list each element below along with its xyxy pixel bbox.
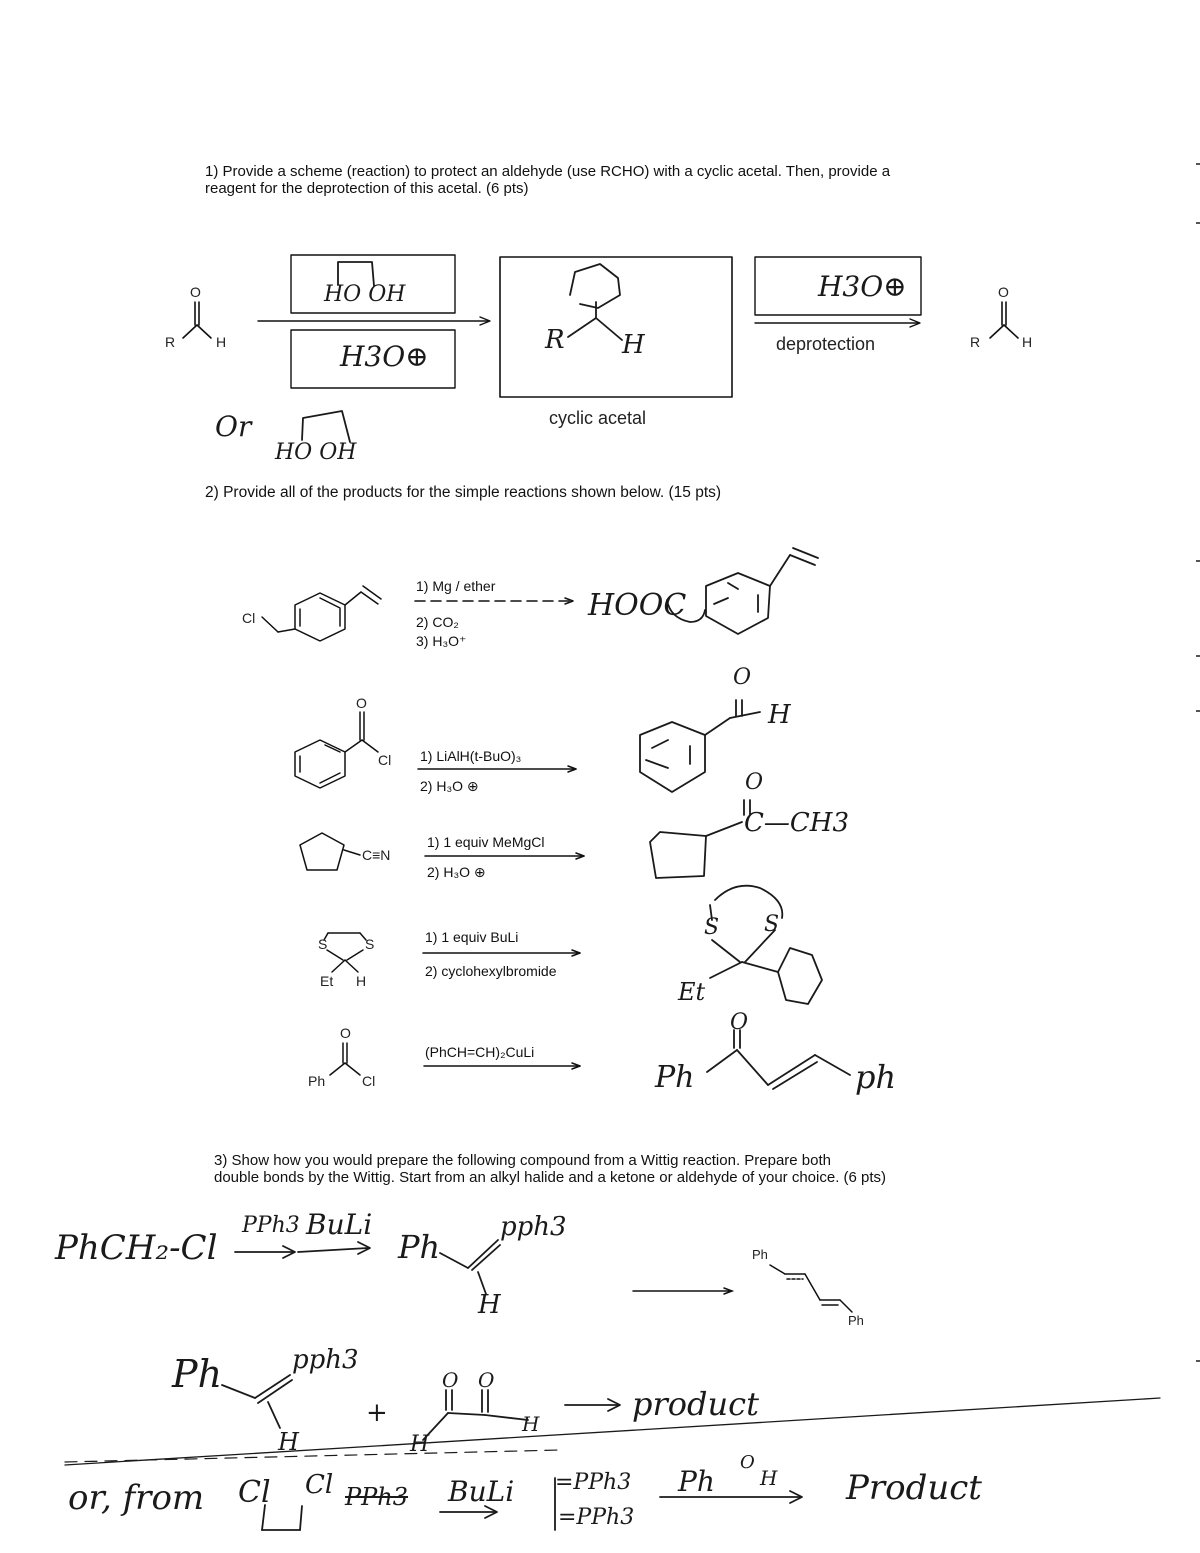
q3-line1-ylide: Ph [398,1228,441,1266]
acetal-ring-drawing [570,264,620,308]
product-3-drawing [650,800,750,878]
row3-product-o: O [745,770,764,795]
aldehyde-left-structure [183,302,211,338]
q3-line2-ylide-h: H [278,1428,299,1456]
row4-product-s2: S [764,912,780,937]
q3-line3-cl1: Cl [238,1475,271,1510]
row5-product-o: O [730,1010,749,1035]
q3-line3-bis1: =PPh3 [555,1470,632,1495]
row1-sm-cl: Cl [242,610,256,626]
question-3-prompt: 3) Show how you would prepare the following compound from a Wittig reaction. Prepare both double bonds by the Wittig. Start from an alkyl halide and a ketone or aldehyde of your choice. (6 pts) [214,1152,887,1186]
row2-sm-cl: Cl [378,752,392,768]
q3-line3-reagent2: BuLi [448,1475,515,1508]
row4-reagent-1: 1) 1 equiv BuLi [425,929,519,945]
row5-product-right: ph [855,1058,897,1096]
diol-answer: HO OH [324,282,406,307]
target-diene-structure [770,1265,852,1312]
acetal-answer-h: H [622,330,645,360]
q3-line1-reagent1: PPh3 [242,1213,300,1238]
scan-edge-mark [1196,1360,1200,1362]
q3-line1-reagent2: BuLi [306,1208,373,1241]
alt-diol: HO OH [275,440,357,465]
q3-line2-ylide: Ph [172,1352,223,1396]
row1-product: HOOC [588,588,687,623]
target-ph-top: Ph [752,1247,768,1262]
row1-reagent-1: 1) Mg / ether [416,578,496,594]
target-ph-bottom: Ph [848,1313,864,1328]
q3-line3-ald-h: H [760,1466,778,1490]
aldehyde-right-h: H [1022,334,1033,350]
q3-line2-o2: O [478,1368,495,1392]
q3-dialdehyde-drawing [423,1390,528,1440]
aldehyde-right-r: R [970,334,981,350]
q3-line3-ald-ph: Ph [678,1465,715,1498]
row4-product-s1: S [704,915,720,940]
aldehyde-right-o: O [998,284,1009,300]
acid-answer: H3O⊕ [340,340,429,373]
product-1-drawing [667,548,818,634]
row3-reagent-1: 1) 1 equiv MeMgCl [427,834,545,850]
alt-diol-chain-drawing [302,411,350,442]
row3-reagent-2: 2) H₃O ⊕ [427,864,486,880]
row3-product: C—CH3 [744,808,850,838]
row5-sm-o: O [340,1025,351,1041]
q3-line2-ylide-pph3: pph3 [292,1345,359,1375]
scan-edge-mark [1196,560,1200,562]
sm-benzoyl-chloride [295,712,378,788]
question-2-prompt: 2) Provide all of the products for the simple reactions shown below. (15 pts) [205,484,722,501]
q3-line3-bis2: =PPh3 [558,1505,635,1530]
row2-reagent-2: 2) H₃O ⊕ [420,778,479,794]
q3-line3-ald-o: O [740,1452,755,1473]
q3-line1-ylide-pph3: pph3 [500,1212,567,1242]
row2-sm-o: O [356,695,367,711]
q3-ylide2-drawing [222,1375,292,1428]
aldehyde-right-structure [990,302,1018,338]
row1-reagent-2: 2) CO₂ [416,614,459,630]
acetal-answer-r: R [545,325,565,355]
row5-product-left: Ph [655,1060,695,1095]
q3-ylide1-drawing [440,1240,500,1294]
row4-sm-h: H [356,973,367,989]
scan-edge-mark [1196,163,1200,165]
row4-product-et: Et [678,978,706,1006]
row5-sm-ph: Ph [308,1073,326,1089]
row4-sm-s2: S [365,936,375,952]
q3-line2-o1: O [442,1368,459,1392]
q3-line3-prefix: or, from [68,1478,205,1518]
sm-cyclopentyl-nitrile [300,833,360,870]
question-1-prompt: 1) Provide a scheme (reaction) to protect an aldehyde (use RCHO) with a cyclic acetal. Then, provide a reagent for the deprotection of this acetal. (6 pts) [205,163,891,197]
row5-sm-cl: Cl [362,1073,376,1089]
aldehyde-left-h: H [216,334,227,350]
product-2-drawing [640,700,760,792]
q3-line3-reagent1: PPh3 [345,1483,409,1511]
acetal-label: cyclic acetal [549,408,647,428]
row2-product-h: H [768,700,791,730]
row3-sm-cn: C≡N [362,847,391,863]
scan-edge-mark [1196,710,1200,712]
aldehyde-left-r: R [165,334,176,350]
sm-dithiane [324,933,366,972]
row4-sm-et: Et [320,973,334,989]
q3-line3-cl2: Cl [305,1470,334,1500]
q3-line2-plus: + [366,1398,388,1428]
row5-reagent-1: (PhCH=CH)₂CuLi [425,1044,535,1060]
deprotect-answer: H3O⊕ [818,270,907,303]
sm-vinylbenzyl-chloride [262,586,381,641]
q3-arrow2 [565,1399,620,1411]
row1-reagent-3: 3) H₃O⁺ [416,633,467,649]
scan-edge-mark [1196,655,1200,657]
q3-line2-h2: H [522,1412,540,1436]
sm-ph-acyl-chloride [330,1043,360,1075]
q3-line1-start: PhCH₂-Cl [55,1228,218,1268]
acetal-answer-box [500,257,732,397]
row2-reagent-1: 1) LiAlH(t-BuO)₃ [420,748,522,764]
row4-sm-s1: S [318,936,328,952]
q3-line2-product: product [632,1385,759,1423]
deprotect-label: deprotection [776,334,876,354]
q3-line1-arrows [235,1242,370,1258]
q3-line3-product: Product [846,1468,982,1508]
row4-reagent-2: 2) cyclohexylbromide [425,963,557,979]
scan-edge-mark [1196,222,1200,224]
product-4-drawing [710,886,822,1004]
q3-line2-h1: H [410,1432,430,1457]
product-5-drawing [707,1030,850,1089]
row2-product-o: O [733,665,752,690]
q3-line1-ylide-h: H [478,1290,501,1320]
alt-or: Or [215,410,252,443]
aldehyde-left-o: O [190,284,201,300]
